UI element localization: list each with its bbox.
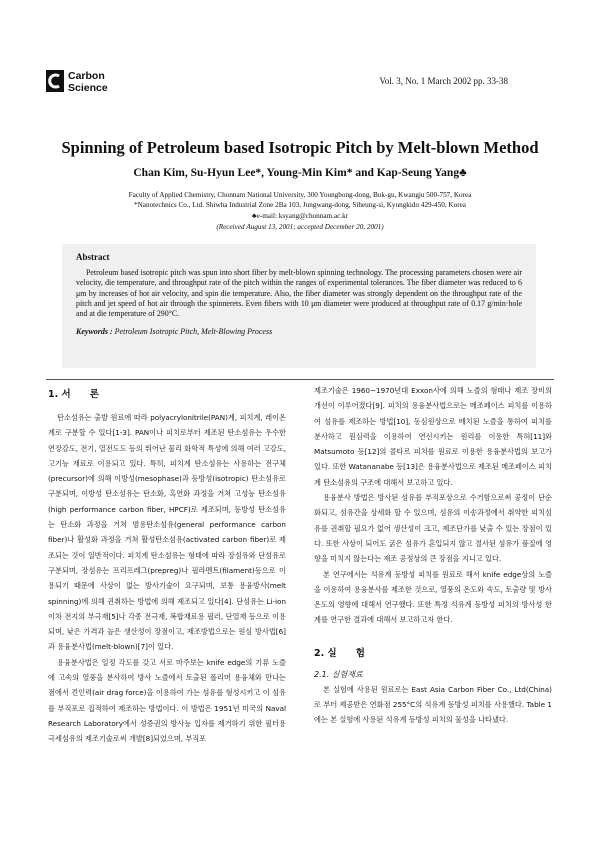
abstract-text: Petroleum based isotropic pitch was spun into short fiber by melt-blown spinning technology. The processing parameters chosen were air velocity, die temperature, and throughput rate of the pitch within the ranges of experimental tolerances. The fiber diameter was reduced to 6 μm by increases of hot air velocity, and spin die temperature. Also, the fiber diameter was strongly dependent on the throughput rate of the pitch and jet speed of hot air through the spinnerets. Even fibers with 10 μm diameter were produced at throughput rate of 0.17 g/min·hole and at die temperature of 290°C. (76, 268, 522, 319)
section-divider (46, 379, 554, 380)
body-paragraph: 용융분사법은 일정 각도를 갖고 서로 마주보는 knife edge의 기류 노즐에 고속의 열풍을 분사하여 방사 노즐에서 토출된 폴리머 용융체와 만나는 점에서 견인력(air drag force)을 이용하여 가는 섬유를 형성시키고 이 섬유를 부직포로 집적하여 제조하는 방법이다. 이 방법은 1951년 미국의 Naval Research Laboratory에서 성증권의 방사능 입자를 제거하기 위한 필터용 극세섬유의 제조기술로써 개발[8]되었으며, 부직포 (48, 657, 286, 744)
logo-line-2: Science (68, 82, 108, 94)
journal-reference: Vol. 3, No. 1 March 2002 pp. 33-38 (379, 76, 508, 86)
body-paragraph: 본 연구에서는 석유계 등방성 피치를 원료로 해서 knife edge상의 노즐을 이용하여 용융분사를 제조한 것으로, 열풍의 온도와 속도, 토출량 및 방사온도의 영향에 대해서 연구했다. 또한 특정 석유계 등방성 피치의 방사성 한계를 연구한 결과에 대해서 보고하고자 한다. (314, 569, 552, 625)
affiliation-2: *Nanotechnics Co., Ltd. Shiwha Industrial Zone 2Ba 103, Jungwang-dong, Siheung-si, Kyungkido 429-450, Korea (134, 201, 466, 209)
logo-line-1: Carbon (68, 70, 105, 82)
section-2-heading: 2. 실 험 (314, 647, 365, 659)
affiliation-1: Faculty of Applied Chemistry, Chonnam National University, 300 Youngbong-dong, Buk-gu, Kwangju 500-757, Korea (128, 191, 472, 199)
abstract-box (62, 244, 536, 368)
body-paragraph: 용융분사 방법은 방사된 섬유를 부직포상으로 수거함으로써 공정이 단순화되고, 섬유간을 상세화 할 수 있으며, 섬유의 이송과정에서 취약한 피치섬유를 권취할 필요가 없어 생산성이 크고, 제조단가를 낮출 수 있는 장점이 있다. 또한 사상이 되어도 굵은 섬유가 혼입되지 않고 절사된 섬유가 품질에 영향을 미치지 않는다는 제조 공정상의 큰 장점을 지니고 있다. (314, 493, 552, 564)
section-1-heading: 1. 서 론 (48, 389, 99, 400)
author-list: Chan Kim, Su-Hyun Lee*, Young-Min Kim* and Kap-Seung Yang♣ (133, 167, 467, 179)
right-column (314, 383, 552, 728)
abstract-heading: Abstract (76, 252, 110, 262)
keywords-label: Keywords : (76, 327, 113, 337)
keywords (76, 327, 522, 336)
journal-logo (46, 70, 108, 94)
body-paragraph: 제조기술은 1960~1970년대 Exxon사에 의해 노즐의 형태나 제조 장비의 개선이 이루어졌다[9]. 피치의 용융분사법으로는 메조페이스 피치를 이용하여 섬유를 제조하는 방법[10], 동심원상으로 배치된 노즐을 통하여 피치를 분사하고 원심력을 이용하여 연신시키는 원리를 이용한 특허[11]와 Matsumoto 등[12]의 콜타르 피치를 원료로 이용한 용융분사법의 보고가 있다. 또한 Watananabe 등[13]은 용융분사법으로 제조된 메조페이스 피치계 탄소섬유의 구조에 대해서 보고하고 있다. (314, 386, 552, 487)
body-paragraph: 탄소섬유는 출발 원료에 따라 polyacrylonitrile(PAN)계, 피치계, 레이온계로 구분할 수 있다[1-3]. PAN이나 피치로부터 제조된 탄소섬유는 우수한 연장강도, 전기, 열전도도 등의 뛰어난 물리 화학적 특성에 의해 여러 고강도, 고기능 재료로 이용되고 있다. 특히, 피치계 탄소섬유는 사용하는 전구체(precursor)에 의해 이방성(mesophase)과 등방성(isotropic) 탄소섬유로 구분되며, 이방성 탄소섬유는 탄소화, 흑연화 과정을 거쳐 고성능 탄소섬유(high performance carbon fiber, HPCF)로 제조되며, 등방성 탄소섬유는 탄소화 과정을 거쳐 범용탄소섬유(general performance carbon fiber)나 활성화 과정을 거쳐 활성탄소섬유(activated carbon fiber)로 제조되는 것이 일반적이다. 피치계 탄소섬유는 형태에 따라 장섬유와 단섬유로 구분되며, 장섬유는 프리프레그(prepreg)나 필라멘트(filament)등으로 이용되기 때문에 사상이 없는 방사기술이 요구되며, 보통 용융방사(melt spinning)에 의해 권취하는 방법에 의해 제조되고 있다[4]. 단섬유는 Li-ion 이차 전지의 부극재[5]나 각종 전극재, 복합재료용 필러, 단열재 등으로 이용되며, 낮은 가격과 높은 생산성이 장점이고, 제조방법으로는 원심 방사법[6]과 용융분사법(melt-blown)[7]이 있다. (48, 413, 286, 652)
corresponding-email: ♣e-mail: ksyang@chonnam.ac.kr (251, 212, 349, 220)
carbon-science-logo-icon (46, 70, 64, 92)
body-paragraph: 본 실험에 사용된 원료로는 East Asia Carbon Fiber Co., Ltd(China)로 부터 제공받은 연화점 255°C의 석유계 등방성 피치를 사용했다. Table 1에는 본 실험에 사용된 석유계 등방성 피치의 물성을 나타냈다. (314, 684, 552, 725)
keywords-list: Petroleum Isotropic Pitch, Melt-Blowing Process (114, 327, 273, 337)
paper-title: Spinning of Petroleum based Isotropic Pitch by Melt-blown Method (61, 138, 539, 157)
subsection-2-1-heading: 2.1. 실험재료 (314, 669, 363, 679)
left-column (48, 383, 286, 747)
received-dates: (Received August 13, 2001; accepted December 20, 2001) (216, 223, 384, 231)
